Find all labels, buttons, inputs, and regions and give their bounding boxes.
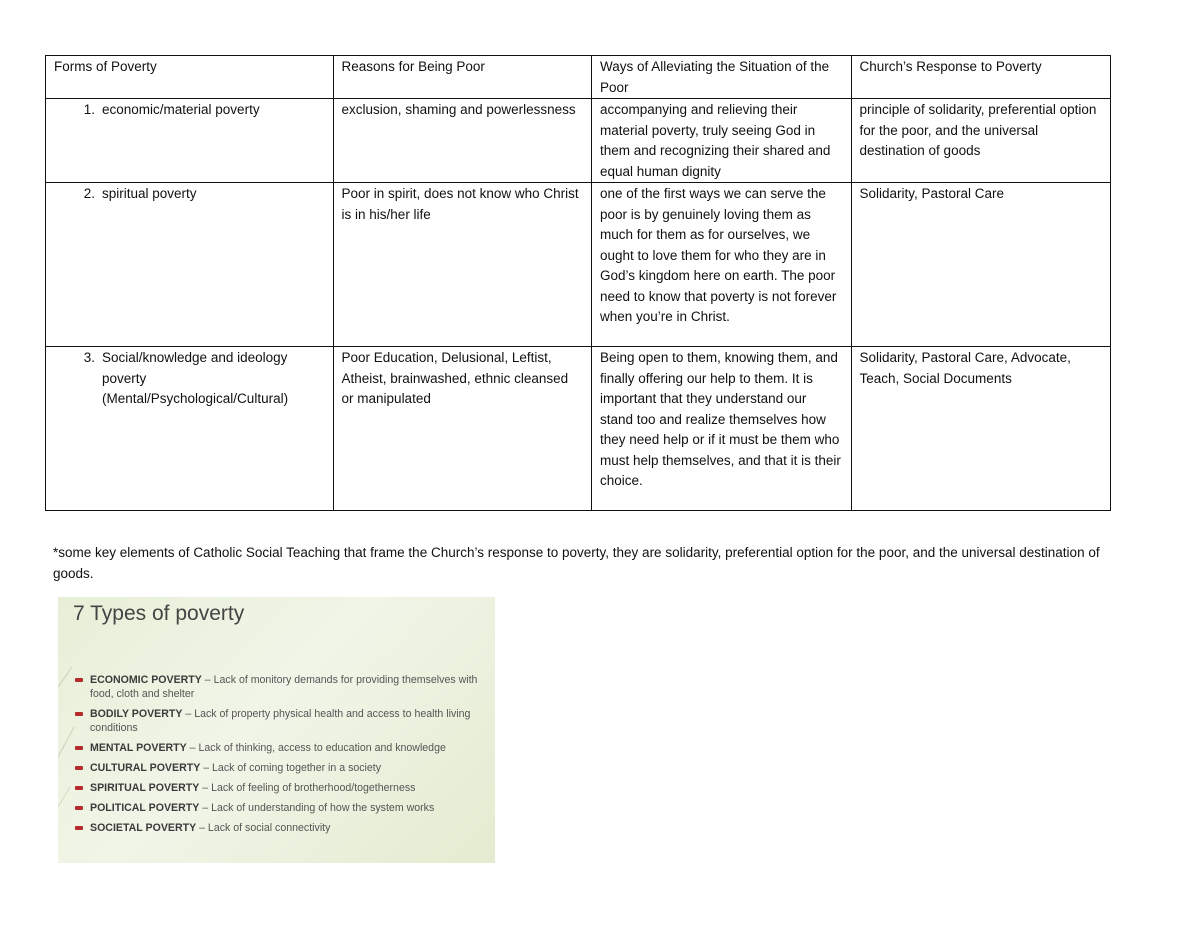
poverty-desc: – Lack of thinking, access to education and knowledge (186, 742, 446, 754)
poverty-desc: – Lack of understanding of how the system works (199, 802, 435, 814)
bullet-icon (75, 712, 83, 716)
bullet-icon (75, 746, 83, 750)
row-number: 3. (83, 350, 95, 365)
response-cell: Solidarity, Pastoral Care, Advocate, Teach, Social Documents (851, 347, 1111, 511)
bullet-icon (75, 806, 83, 810)
poverty-table (45, 55, 1111, 511)
list-item (74, 821, 490, 835)
bullet-icon (75, 826, 83, 830)
form-cell (46, 183, 334, 347)
table-header-row (46, 56, 1111, 99)
poverty-term: BODILY POVERTY (90, 708, 183, 720)
header-reasons: Reasons for Being Poor (333, 56, 591, 99)
poverty-desc: – Lack of monitory demands for providing themselves with food, cloth and shelter (90, 674, 478, 700)
list-item (74, 673, 490, 701)
form-text: economic/material poverty (102, 102, 260, 117)
poverty-term: CULTURAL POVERTY (90, 762, 201, 774)
ways-cell: Being open to them, knowing them, and finally offering our help to them. It is important that they understand our stand too and realize themselves how they need help or if it must be them who must help themselves, and that it is their choice. (592, 347, 851, 511)
list-item (74, 761, 490, 775)
poverty-term: MENTAL POVERTY (90, 742, 187, 754)
form-text: Social/knowledge and ideology poverty (Mental/Psychological/Cultural) (102, 350, 289, 406)
bullet-icon (75, 786, 83, 790)
footnote: *some key elements of Catholic Social Teaching that frame the Church’s response to poverty, they are solidarity, preferential option for the poor, and the universal destination of goods. (53, 545, 1100, 581)
poverty-term: SOCIETAL POVERTY (90, 822, 197, 834)
poverty-desc: – Lack of coming together in a society (200, 762, 382, 774)
response-cell: Solidarity, Pastoral Care (851, 183, 1111, 347)
table-row (46, 183, 1111, 347)
list-item (74, 741, 490, 755)
form-cell (46, 99, 334, 183)
types-of-poverty-slide-image (58, 597, 495, 863)
reasons-cell: Poor in spirit, does not know who Christ is in his/her life (333, 183, 591, 347)
form-text: spiritual poverty (102, 186, 197, 201)
table-row (46, 347, 1111, 511)
list-item (74, 707, 490, 735)
poverty-types-list (74, 673, 490, 841)
response-cell: principle of solidarity, preferential option for the poor, and the universal destination of goods (851, 99, 1111, 183)
poverty-desc: – Lack of feeling of brotherhood/togetherness (199, 782, 416, 794)
poverty-desc: – Lack of social connectivity (196, 822, 331, 834)
poverty-term: SPIRITUAL POVERTY (90, 782, 200, 794)
list-item (74, 781, 490, 795)
header-ways: Ways of Alleviating the Situation of the Poor (592, 56, 851, 99)
bullet-icon (75, 678, 83, 682)
row-number: 1. (83, 102, 95, 117)
header-forms: Forms of Poverty (46, 56, 334, 99)
table-row (46, 99, 1111, 183)
slide-title: 7 Types of poverty (73, 602, 245, 625)
row-number: 2. (83, 186, 95, 201)
reasons-cell: exclusion, shaming and powerlessness (333, 99, 591, 183)
list-item (74, 801, 490, 815)
poverty-desc: – Lack of property physical health and access to health living conditions (90, 708, 471, 734)
poverty-term: POLITICAL POVERTY (90, 802, 200, 814)
bullet-icon (75, 766, 83, 770)
header-response: Church’s Response to Poverty (851, 56, 1111, 99)
form-cell (46, 347, 334, 511)
ways-cell: one of the first ways we can serve the poor is by genuinely loving them as much for them as for ourselves, we ought to love them for who they are in God’s kingdom here on earth. The poor need to know that poverty is not forever when you’re in Christ. (592, 183, 851, 347)
reasons-cell: Poor Education, Delusional, Leftist, Atheist, brainwashed, ethnic cleansed or manipulated (333, 347, 591, 511)
poverty-term: ECONOMIC POVERTY (90, 674, 202, 686)
ways-cell: accompanying and relieving their material poverty, truly seeing God in them and recognizing their shared and equal human dignity (592, 99, 851, 183)
